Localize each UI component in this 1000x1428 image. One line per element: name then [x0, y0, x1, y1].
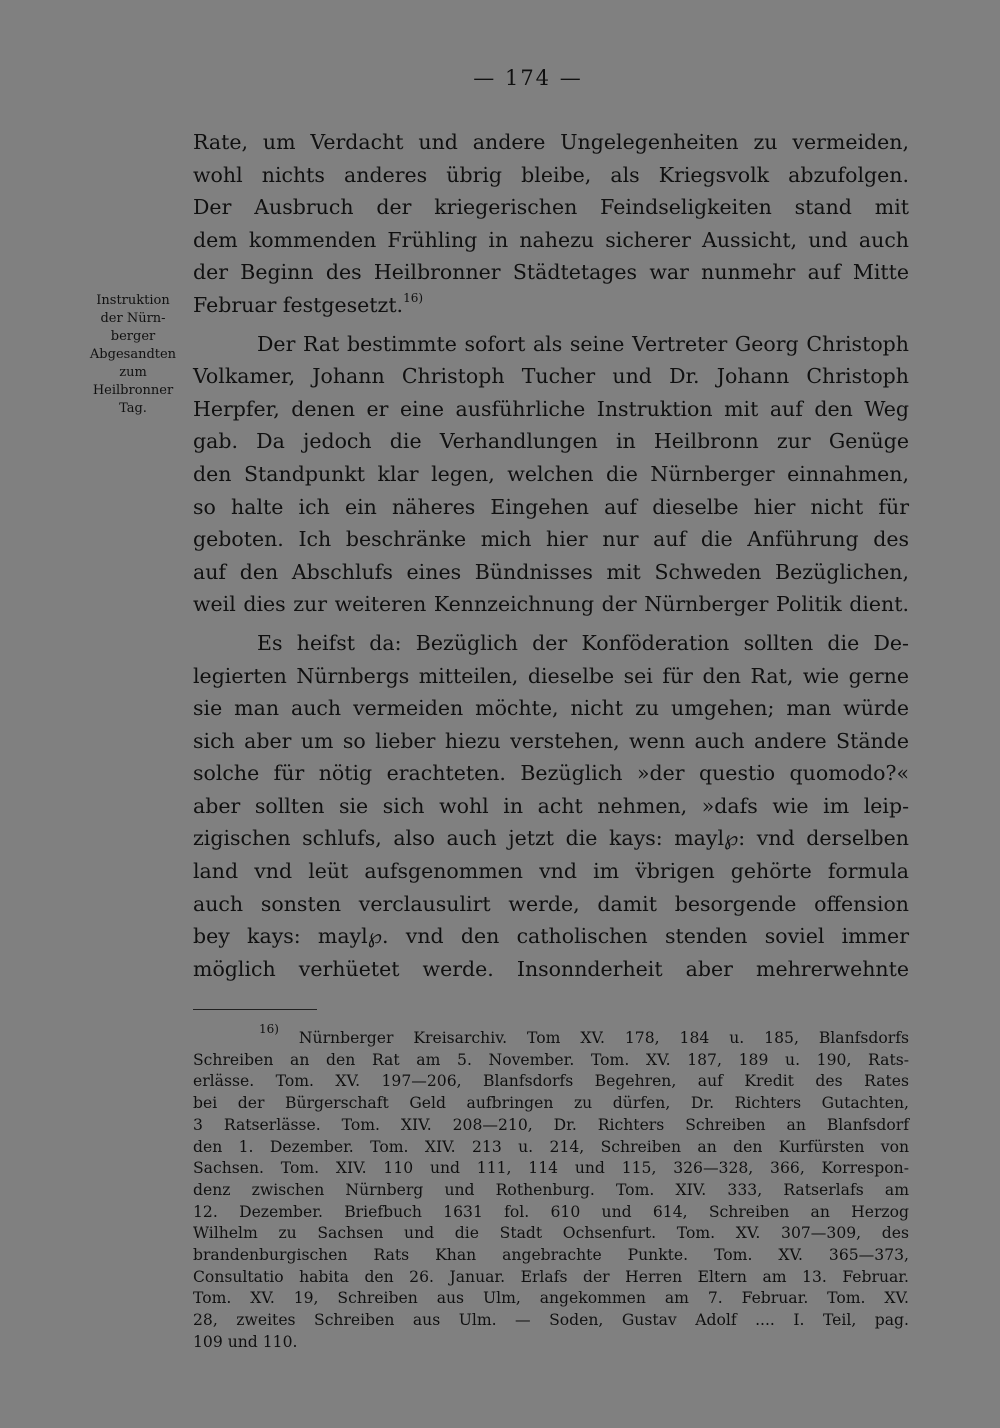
- text-line: zigischen schlufs, also auch jetzt die kays: mayl℘: vnd derselben: [193, 826, 909, 851]
- footnote-line: [193, 1022, 909, 1050]
- text-line: der Beginn des Heilbronner Städtetages war nunmehr auf Mitte: [193, 260, 909, 285]
- footnote-line: den 1. Dezember. Tom. XIV. 213 u. 214, Schreiben an den Kurfürsten von: [193, 1137, 909, 1156]
- text-line: möglich verhüetet werde. Insonnderheit aber mehrerwehnte: [193, 956, 909, 981]
- margin-note-line: Heilbronner: [92, 383, 174, 398]
- footnote-line: Tom. XV. 19, Schreiben aus Ulm, angekommen am 7. Februar. Tom. XV.: [193, 1289, 909, 1308]
- text-line: so halte ich ein näheres Eingehen auf dieselbe hier nicht für: [193, 494, 909, 519]
- text-line: den Standpunkt klar legen, welchen die Nürnberger einnahmen,: [193, 461, 909, 486]
- footnote-line: 28, zweites Schreiben aus Ulm. — Soden, Gustav Adolf .... I. Teil, pag.: [193, 1311, 909, 1330]
- text-line: Der Rat bestimmte sofort als seine Vertreter Georg Christoph: [257, 331, 909, 356]
- margin-note-line: berger: [110, 329, 156, 344]
- paragraph-1: [193, 126, 909, 322]
- margin-note-line: der Nürn-: [100, 311, 166, 326]
- text-line: bey kays: mayl℘. vnd den catholischen stenden soviel immer: [193, 924, 909, 949]
- margin-note: [80, 292, 186, 418]
- footnote: [193, 1022, 909, 1354]
- text-line: land vnd leüt aufsgenommen vnd im v̈brigen gehörte formula: [193, 859, 909, 884]
- margin-note-line: Tag.: [119, 401, 147, 416]
- footnote-divider: [193, 1009, 317, 1010]
- footnote-line: Wilhelm zu Sachsen und die Stadt Ochsenfurt. Tom. XV. 307—309, des: [193, 1224, 909, 1243]
- paragraph-3: [193, 627, 909, 986]
- text-line: aber sollten sie sich wohl in acht nehmen, »dafs wie im leip-: [193, 793, 909, 818]
- footnote-line: 3 Ratserlässe. Tom. XIV. 208—210, Dr. Richters Schreiben an Blanfsdorf: [193, 1115, 909, 1134]
- text-line: sich aber um so lieber hiezu verstehen, wenn auch andere Stände: [193, 728, 909, 753]
- text-line: Rate, um Verdacht und andere Ungelegenheiten zu vermeiden,: [193, 130, 909, 154]
- margin-note-line: Abgesandten: [89, 347, 177, 362]
- text-line: geboten. Ich beschränke mich hier nur auf die Anführung des: [193, 527, 909, 552]
- text-line: solche für nötig erachteten. Bezüglich »der questio quomodo?«: [193, 761, 909, 786]
- text-line: wohl nichts anderes übrig bleibe, als Kriegsvolk abzufolgen.: [193, 162, 909, 187]
- page-number: — 174 —: [473, 66, 583, 90]
- text-line: legierten Nürnbergs mitteilen, dieselbe sei für den Rat, wie gerne: [193, 663, 909, 688]
- text-line: gab. Da jedoch die Verhandlungen in Heilbronn zur Genüge: [193, 429, 909, 454]
- footnote-line: Sachsen. Tom. XIV. 110 und 111, 114 und 115, 326—328, 366, Korrespon-: [193, 1159, 909, 1178]
- margin-note-line: zum: [119, 365, 147, 380]
- footnote-line: Schreiben an den Rat am 5. November. Tom. XV. 187, 189 u. 190, Rats-: [193, 1050, 909, 1069]
- footnote-line: erlässe. Tom. XV. 197—206, Blanfsdorfs Begehren, auf Kredit des Rates: [193, 1072, 909, 1091]
- text-line: Herpfer, denen er eine ausführliche Instruktion mit auf den Weg: [193, 396, 909, 421]
- text-line: auf den Abschlufs eines Bündnisses mit Schweden Bezüglichen,: [193, 559, 909, 584]
- body-text: [193, 126, 909, 985]
- text-line: weil dies zur weiteren Kennzeichnung der Nürnberger Politik dient.: [193, 592, 909, 617]
- footnote-line: brandenburgischen Rats Khan angebrachte Punkte. Tom. XV. 365—373,: [193, 1246, 909, 1265]
- text-line: [193, 289, 909, 322]
- footnote-reference[interactable]: 16): [403, 290, 424, 305]
- text-line: Es heifst da: Bezüglich der Konföderation sollten die De-: [257, 630, 909, 655]
- margin-note-line: Instruktion: [96, 293, 170, 308]
- footnote-line: denz zwischen Nürnberg und Rothenburg. Tom. XIV. 333, Ratserlafs am: [193, 1180, 909, 1199]
- footnote-marker: 16): [259, 1022, 279, 1036]
- text-line: Der Ausbruch der kriegerischen Feindseligkeiten stand mit: [193, 195, 909, 220]
- footnote-line: Consultatio habita den 26. Januar. Erlafs der Herren Eltern am 13. Februar.: [193, 1267, 909, 1286]
- text-line: dem kommenden Frühling in nahezu sicherer Aussicht, und auch: [193, 227, 909, 252]
- footnote-line: bei der Bürgerschaft Geld aufbringen zu dürfen, Dr. Richters Gutachten,: [193, 1094, 909, 1113]
- text-fragment: Nürnberger Kreisarchiv. Tom XV. 178, 184 u. 185, Blanfsdorfs: [298, 1029, 909, 1047]
- text-line: auch sonsten verclausulirt werde, damit besorgende offension: [193, 891, 909, 916]
- text-line: sie man auch vermeiden möchte, nicht zu umgehen; man würde: [193, 696, 909, 721]
- footnote-line: 109 und 110.: [193, 1332, 298, 1351]
- paragraph-2: [193, 328, 909, 621]
- text-line: Volkamer, Johann Christoph Tucher und Dr. Johann Christoph: [193, 364, 909, 389]
- text-fragment: Februar festgesetzt.: [193, 292, 404, 317]
- footnote-line: 12. Dezember. Briefbuch 1631 fol. 610 und 614, Schreiben an Herzog: [193, 1202, 909, 1221]
